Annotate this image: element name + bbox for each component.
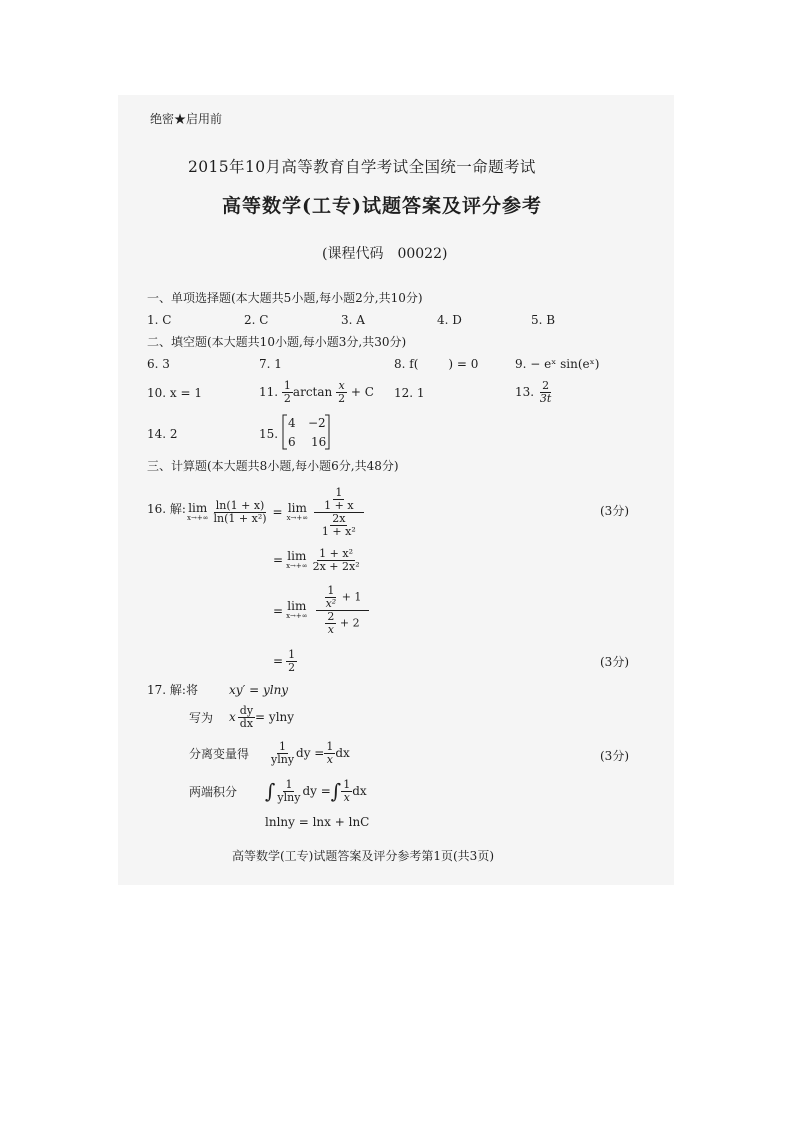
q16-step2-fraction: $\frac{\text{1 + x²}}{\text{2x + 2x²}}$ xyxy=(312,546,360,573)
answer-2: 2. C xyxy=(244,313,269,327)
one-over-x2: $\frac{1}{\text{x²}}$ xyxy=(325,584,337,610)
one-over-x: $\frac{1}{x}$ xyxy=(326,739,334,766)
limit-operator: lim x→+∞ xyxy=(187,500,209,522)
q17-final: lnlny = lnx + lnC xyxy=(265,815,370,829)
score-q16-step1: (3分) xyxy=(600,504,629,518)
answer-8 xyxy=(394,357,478,371)
answer-13 xyxy=(515,380,553,405)
q16-step3-fraction: $\frac{1}{\text{x²}}$ + 1 $\frac{2}{x}$ + 2 xyxy=(316,585,370,636)
one-over-ylny: $\frac{1}{ylny}$ xyxy=(277,777,301,804)
score-q17: (3分) xyxy=(600,749,629,763)
integral-sign: ∫ xyxy=(265,779,276,803)
answer-15-matrix xyxy=(282,414,330,450)
q16-step1-lhs: $\frac{\ln(1 + x)}{\text{ln(1 + x²)}}$ xyxy=(213,498,267,525)
two-over-x: $\frac{2}{x}$ xyxy=(327,610,335,636)
limit-operator: lim x→+∞ xyxy=(286,548,308,570)
exam-title: 2015年10月高等教育自学考试全国统一命题考试 xyxy=(188,158,536,176)
limit-operator: lim x→+∞ xyxy=(286,500,309,522)
matrix-a22: 16 xyxy=(311,435,327,449)
answer-5: 5. B xyxy=(531,313,556,327)
secret-label: 绝密★启用前 xyxy=(150,112,223,126)
half-fraction: $\frac{1}{2}$ xyxy=(283,379,291,405)
answer-9: 9. − eˣ sin(eˣ) xyxy=(515,357,600,371)
course-code: (课程代码 00022) xyxy=(322,246,448,262)
answer-11-number: 11. xyxy=(259,385,279,399)
q17-rewrite-label: 写为 xyxy=(189,711,214,725)
answer-1: 1. C xyxy=(147,313,172,327)
rhs-denominator-fraction: $\frac{2x}{\text{1 + x²}}$ xyxy=(321,511,356,538)
section1-heading: 一、单项选择题(本大题共5小题,每小题2分,共10分) xyxy=(147,291,423,305)
equals-sign: = xyxy=(273,553,284,567)
matrix-a11: 4 xyxy=(288,416,296,430)
q17-separate-label: 分离变量得 xyxy=(189,747,250,761)
equals-sign: = xyxy=(273,654,284,668)
page-footer: 高等数学(工专)试题答案及评分参考第1页(共3页) xyxy=(232,849,494,863)
q17-rewrite: x $\frac{dy}{dx}$ = ylny xyxy=(229,703,295,730)
answer-15-number: 15. xyxy=(259,427,279,441)
answer-13-number: 13. xyxy=(515,385,535,399)
matrix-a12: −2 xyxy=(308,416,326,430)
section3-heading: 三、计算题(本大题共8小题,每小题6分,共48分) xyxy=(147,459,399,473)
q16-step1 xyxy=(187,482,364,542)
dy-dx-fraction: $\frac{dy}{dx}$ xyxy=(239,703,254,730)
q17-equation: xy′ = ylny xyxy=(229,683,289,697)
q16-step2 xyxy=(273,546,362,574)
q16-result-fraction: $\frac{1}{2}$ xyxy=(288,647,296,674)
answer-13-fraction: $\frac{2}{3t}$ xyxy=(539,379,552,405)
answer-6: 6. 3 xyxy=(147,357,170,371)
limit-operator: lim x→+∞ xyxy=(286,599,308,620)
q17-integrate-label: 两端积分 xyxy=(189,785,238,799)
q16-step3 xyxy=(273,583,369,638)
answer-10: 10. x = 1 xyxy=(147,386,202,400)
q16-label: 16. 解: xyxy=(147,502,186,516)
answer-8-tail: ) = 0 xyxy=(448,357,479,371)
answer-11 xyxy=(259,380,374,405)
answer-14: 14. 2 xyxy=(147,427,178,441)
one-over-x: $\frac{1}{x}$ xyxy=(343,777,351,804)
score-q16-step4: (3分) xyxy=(600,655,629,669)
answer-4: 4. D xyxy=(437,313,462,327)
q17-separated: $\frac{1}{ylny}$ dy = $\frac{1}{x}$ dx xyxy=(271,739,350,766)
answer-7: 7. 1 xyxy=(259,357,282,371)
q16-step1-rhs xyxy=(314,487,363,538)
rhs-numerator-fraction: $\frac{1}{1 + x}$ xyxy=(324,485,354,512)
equals-sign: = xyxy=(272,505,283,519)
answer-11-tail: + C xyxy=(350,385,374,399)
q17-label: 17. 解:将 xyxy=(147,683,198,697)
x-over-2-fraction: $\frac{x}{2}$ xyxy=(338,379,346,405)
answer-12: 12. 1 xyxy=(394,386,425,400)
matrix-a21: 6 xyxy=(288,435,296,449)
document-title: 高等数学(工专)试题答案及评分参考 xyxy=(222,195,542,217)
answer-3: 3. A xyxy=(341,313,365,327)
q16-step4 xyxy=(273,647,297,675)
one-over-ylny: $\frac{1}{ylny}$ xyxy=(271,739,295,766)
section2-heading: 二、填空题(本大题共10小题,每小题3分,共30分) xyxy=(147,335,407,349)
arctan-label: arctan xyxy=(292,385,333,399)
equals-sign: = xyxy=(273,603,284,618)
integral-sign: ∫ xyxy=(330,779,342,803)
q17-integrated: ∫ $\frac{1}{ylny}$ dy = ∫ $\frac{1}{x}$ dx xyxy=(265,777,367,804)
answer-8-head: 8. f( xyxy=(394,357,419,371)
